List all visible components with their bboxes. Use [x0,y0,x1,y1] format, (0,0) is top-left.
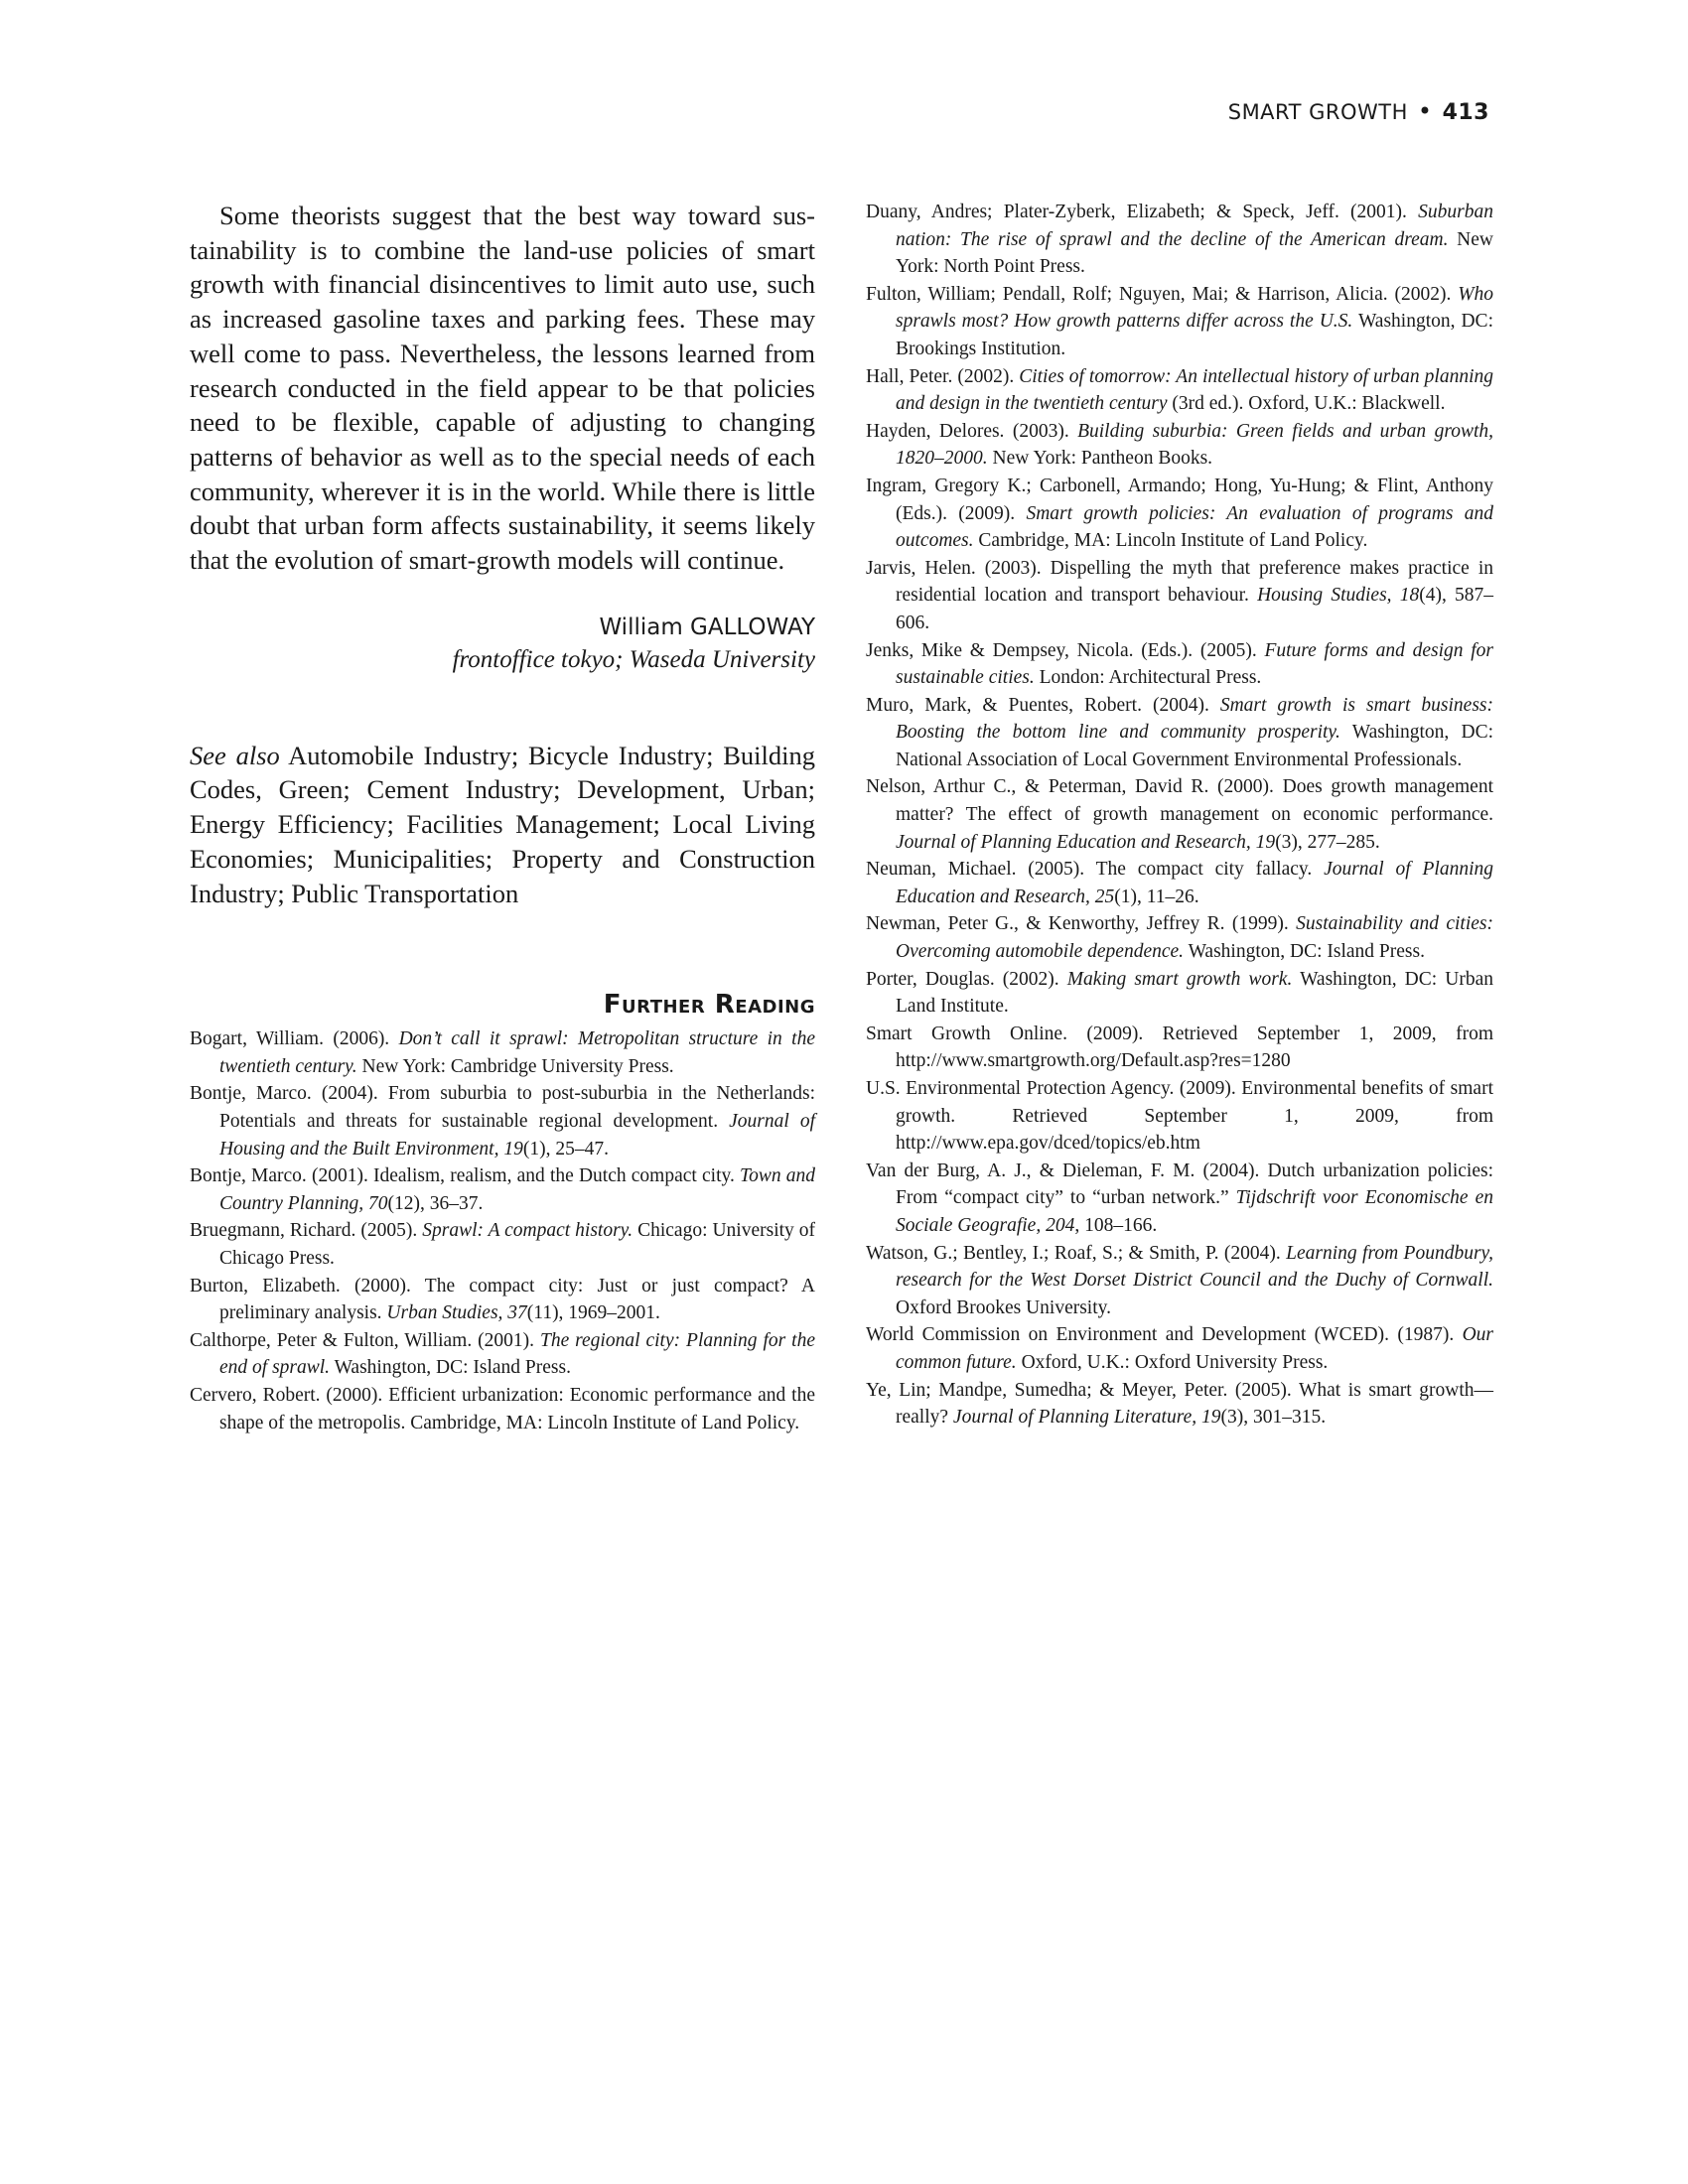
running-header [1228,97,1489,125]
reference-title: Journal of Planning Literature, 19 [952,1407,1221,1429]
page-number: 413 [1442,100,1489,125]
reference-text: Watson, G.; Bentley, I.; Roaf, S.; & Smith, P. (2004). [866,1242,1287,1264]
reference-text: (4), 587–606. [896,585,1493,633]
reference-text: London: Architectural Press. [1034,667,1262,689]
reference-text: (3rd ed.). Oxford, U.K.: Blackwell. [1167,393,1446,415]
reference-title: Smart growth policies: An evaluation of programs and outcomes. [896,502,1493,552]
reference-entry [866,281,1493,363]
reference-title: Urban Studies, 37 [386,1302,527,1324]
author-affiliation: frontoffice tokyo; Waseda University [452,645,815,673]
reference-entry [190,1025,815,1080]
reference-text: (1), 25–47. [522,1138,609,1160]
reference-text: Bontje, Marco. (2004). From suburbia to post-suburbia in the Netherlands: Potentials and threats for sustainable regional development. [190,1083,815,1133]
reference-entry [866,637,1493,692]
reference-text: Porter, Douglas. (2002). [866,968,1067,990]
reference-title: Who sprawls most? How growth patterns differ across the U.S. [896,283,1493,333]
reference-title: Making smart growth work. [1066,968,1293,990]
reference-text: Oxford Brookes University. [896,1297,1111,1318]
reference-title: Future forms and design for sustainable cities. [896,639,1493,689]
reference-entry [866,363,1493,418]
reference-text: Hayden, Delores. (2003). [866,420,1078,442]
reference-title: Tijdschrift voor Economische en Sociale Geografie, 204 [896,1187,1493,1236]
reference-text: U.S. Environmental Protection Agency. (2009). Environmental benefits of smart growth. Retrieved September 1, 2009, from http://www.epa.gov/dced/topics/eb.htm [866,1078,1493,1155]
reference-title: Building suburbia: Green fields and urban growth, 1820–2000. [896,420,1493,470]
reference-text: Washington, DC: National Association of Local Government Environmental Professionals. [896,722,1493,770]
reference-text: Washington, DC: Brookings Institution. [896,311,1493,359]
reference-entry [866,1240,1493,1322]
see-also-label: See also [190,740,280,770]
reference-title: Housing Studies, 18 [1257,585,1420,607]
reference-text: World Commission on Environment and Development (WCED). (1987). [866,1324,1463,1346]
reference-text: Jarvis, Helen. (2003). Dispelling the myth that preference makes practice in residential location and transport behaviour. [866,557,1493,607]
reference-text: New York: North Point Press. [896,228,1493,278]
reference-text: Duany, Andres; Plater-Zyberk, Elizabeth; & Speck, Jeff. (2001). [866,202,1419,222]
reference-entry [190,1162,815,1217]
reference-text: Ingram, Gregory K.; Carbonell, Armando; Hong, Yu-Hung; & Flint, Anthony (Eds.). (2009). [866,475,1493,524]
reference-entry [866,199,1493,281]
reference-text: Cambridge, MA: Lincoln Institute of Land Policy. [973,530,1368,552]
reference-entry [866,856,1493,910]
reference-title: Don’t call it sprawl: Metropolitan structure in the twentieth century. [219,1028,815,1077]
reference-entry [866,1321,1493,1376]
reference-text: Oxford, U.K.: Oxford University Press. [1016,1351,1329,1373]
reference-entry [190,1273,815,1327]
reference-entry [190,1382,815,1436]
reference-entry [866,1158,1493,1240]
reference-title: Our common future. [896,1324,1493,1373]
reference-entry [190,1080,815,1162]
see-also [190,739,815,911]
reference-title: Sprawl: A compact history. [422,1220,633,1242]
reference-text: Smart Growth Online. (2009). Retrieved September 1, 2009, from http://www.smartgrowth.org/Default.asp?res=1280 [866,1023,1493,1072]
reference-text: (3), 301–315. [1220,1407,1327,1429]
reference-text: Washington, DC: Island Press. [330,1357,571,1379]
reference-entry [866,966,1493,1021]
reference-title: Town and Country Planning, 70 [219,1165,815,1214]
reference-list-right [866,199,1493,1432]
reference-text: (12), 36–37. [387,1192,484,1214]
reference-entry [866,773,1493,856]
closing-paragraph: Some theorists suggest that the best way toward sustainability is to combine the land-use policies of smart growth with financial disincentives to limit auto use, such as increased gasoline taxes and parking fees. These may well come to pass. Nevertheless, the lessons learned from research conducted in the field appear to be that policies need to be flexible, capable of adjusting to changing patterns of behavior as well as to the special needs of each community, wherever it is in the world. While there is little doubt that urban form affects sustainability, it seems likely that the evolution of smart-growth models will continue. [190,201,815,576]
reference-text: (1), 11–26. [1114,886,1199,907]
reference-entry [190,1327,815,1382]
reference-text: Fulton, William; Pendall, Rolf; Nguyen, Mai; & Harrison, Alicia. (2002). [866,283,1459,305]
reference-text: Bontje, Marco. (2001). Idealism, realism, and the Dutch compact city. [190,1165,741,1187]
reference-text: Washington, DC: Urban Land Institute. [896,968,1493,1018]
reference-title: The regional city: Planning for the end of sprawl. [219,1329,815,1379]
header-bullet: • [1417,97,1433,125]
see-also-list: Automobile Industry; Bicycle Industry; Building Codes, Green; Cement Industry; Development, Urban; Energy Efficiency; Facilities Management; Local Living Economies; Municipalities; Property and Construction Industry; Public Transportation [190,740,815,908]
reference-text: Nelson, Arthur C., & Peterman, David R. (2000). Does growth management matter? The effect of growth management on economic performance. [866,776,1493,826]
reference-text: (11), 1969–2001. [526,1302,660,1324]
reference-text: Burton, Elizabeth. (2000). The compact city: Just or just compact? A preliminary analysis. [190,1275,815,1324]
reference-title: Learning from Poundbury, research for the West Dorset District Council and the Duchy of Cornwall. [896,1242,1494,1292]
right-column [866,199,1493,1432]
reference-text: (3), 277–285. [1275,831,1380,853]
reference-text: Muro, Mark, & Puentes, Robert. (2004). [866,694,1220,716]
reference-entry [866,1075,1493,1158]
reference-entry [866,555,1493,637]
reference-list-left [190,1025,815,1436]
author-name: William GALLOWAY [599,614,815,640]
reference-title: Journal of Housing and the Built Environment, 19 [219,1111,815,1160]
reference-text: , 108–166. [1074,1214,1158,1236]
reference-text: Jenks, Mike & Dempsey, Nicola. (Eds.). (2005). [866,639,1265,661]
reference-text: Van der Burg, A. J., & Dieleman, F. M. (2004). Dutch urbanization policies: From “compact city” to “urban network.” [866,1160,1493,1209]
reference-title: Sustainability and cities: Overcoming automobile dependence. [896,913,1493,963]
reference-entry [866,473,1493,555]
reference-title: Journal of Planning Education and Research, 19 [896,831,1276,853]
reference-entry [866,910,1493,965]
further-reading-heading: Further Reading [603,990,815,1021]
reference-title: Journal of Planning Education and Research, 25 [896,859,1493,907]
reference-entry [190,1217,815,1272]
reference-text: Newman, Peter G., & Kenworthy, Jeffrey R. (1999). [866,913,1297,935]
reference-text: Washington, DC: Island Press. [1184,941,1425,963]
reference-text: Cervero, Robert. (2000). Efficient urbanization: Economic performance and the shape of the metropolis. Cambridge, MA: Lincoln Institute of Land Policy. [190,1384,815,1433]
left-column [190,199,815,1436]
section-title: SMART GROWTH [1227,100,1408,124]
reference-text: New York: Pantheon Books. [987,448,1213,470]
reference-entry [866,692,1493,774]
reference-title: Suburban nation: The rise of sprawl and the decline of the American dream. [896,202,1493,250]
reference-text: Calthorpe, Peter & Fulton, William. (2001). [190,1329,540,1351]
reference-entry [866,418,1493,473]
reference-text: Hall, Peter. (2002). [866,365,1020,387]
reference-text: Chicago: University of Chicago Press. [219,1220,816,1269]
reference-text: Ye, Lin; Mandpe, Sumedha; & Meyer, Peter. (2005). What is smart growth—really? [866,1379,1493,1429]
reference-title: Smart growth is smart business: Boosting the bottom line and community prosperity. [896,694,1493,744]
reference-text: Bruegmann, Richard. (2005). [190,1220,423,1242]
reference-text: New York: Cambridge University Press. [356,1055,674,1077]
reference-text: Neuman, Michael. (2005). The compact city fallacy. [866,859,1325,881]
reference-entry [866,1021,1493,1075]
reference-title: Cities of tomorrow: An intellectual history of urban planning and design in the twentieth century [896,365,1493,415]
reference-text: Bogart, William. (2006). [190,1028,399,1050]
reference-entry [866,1377,1493,1432]
